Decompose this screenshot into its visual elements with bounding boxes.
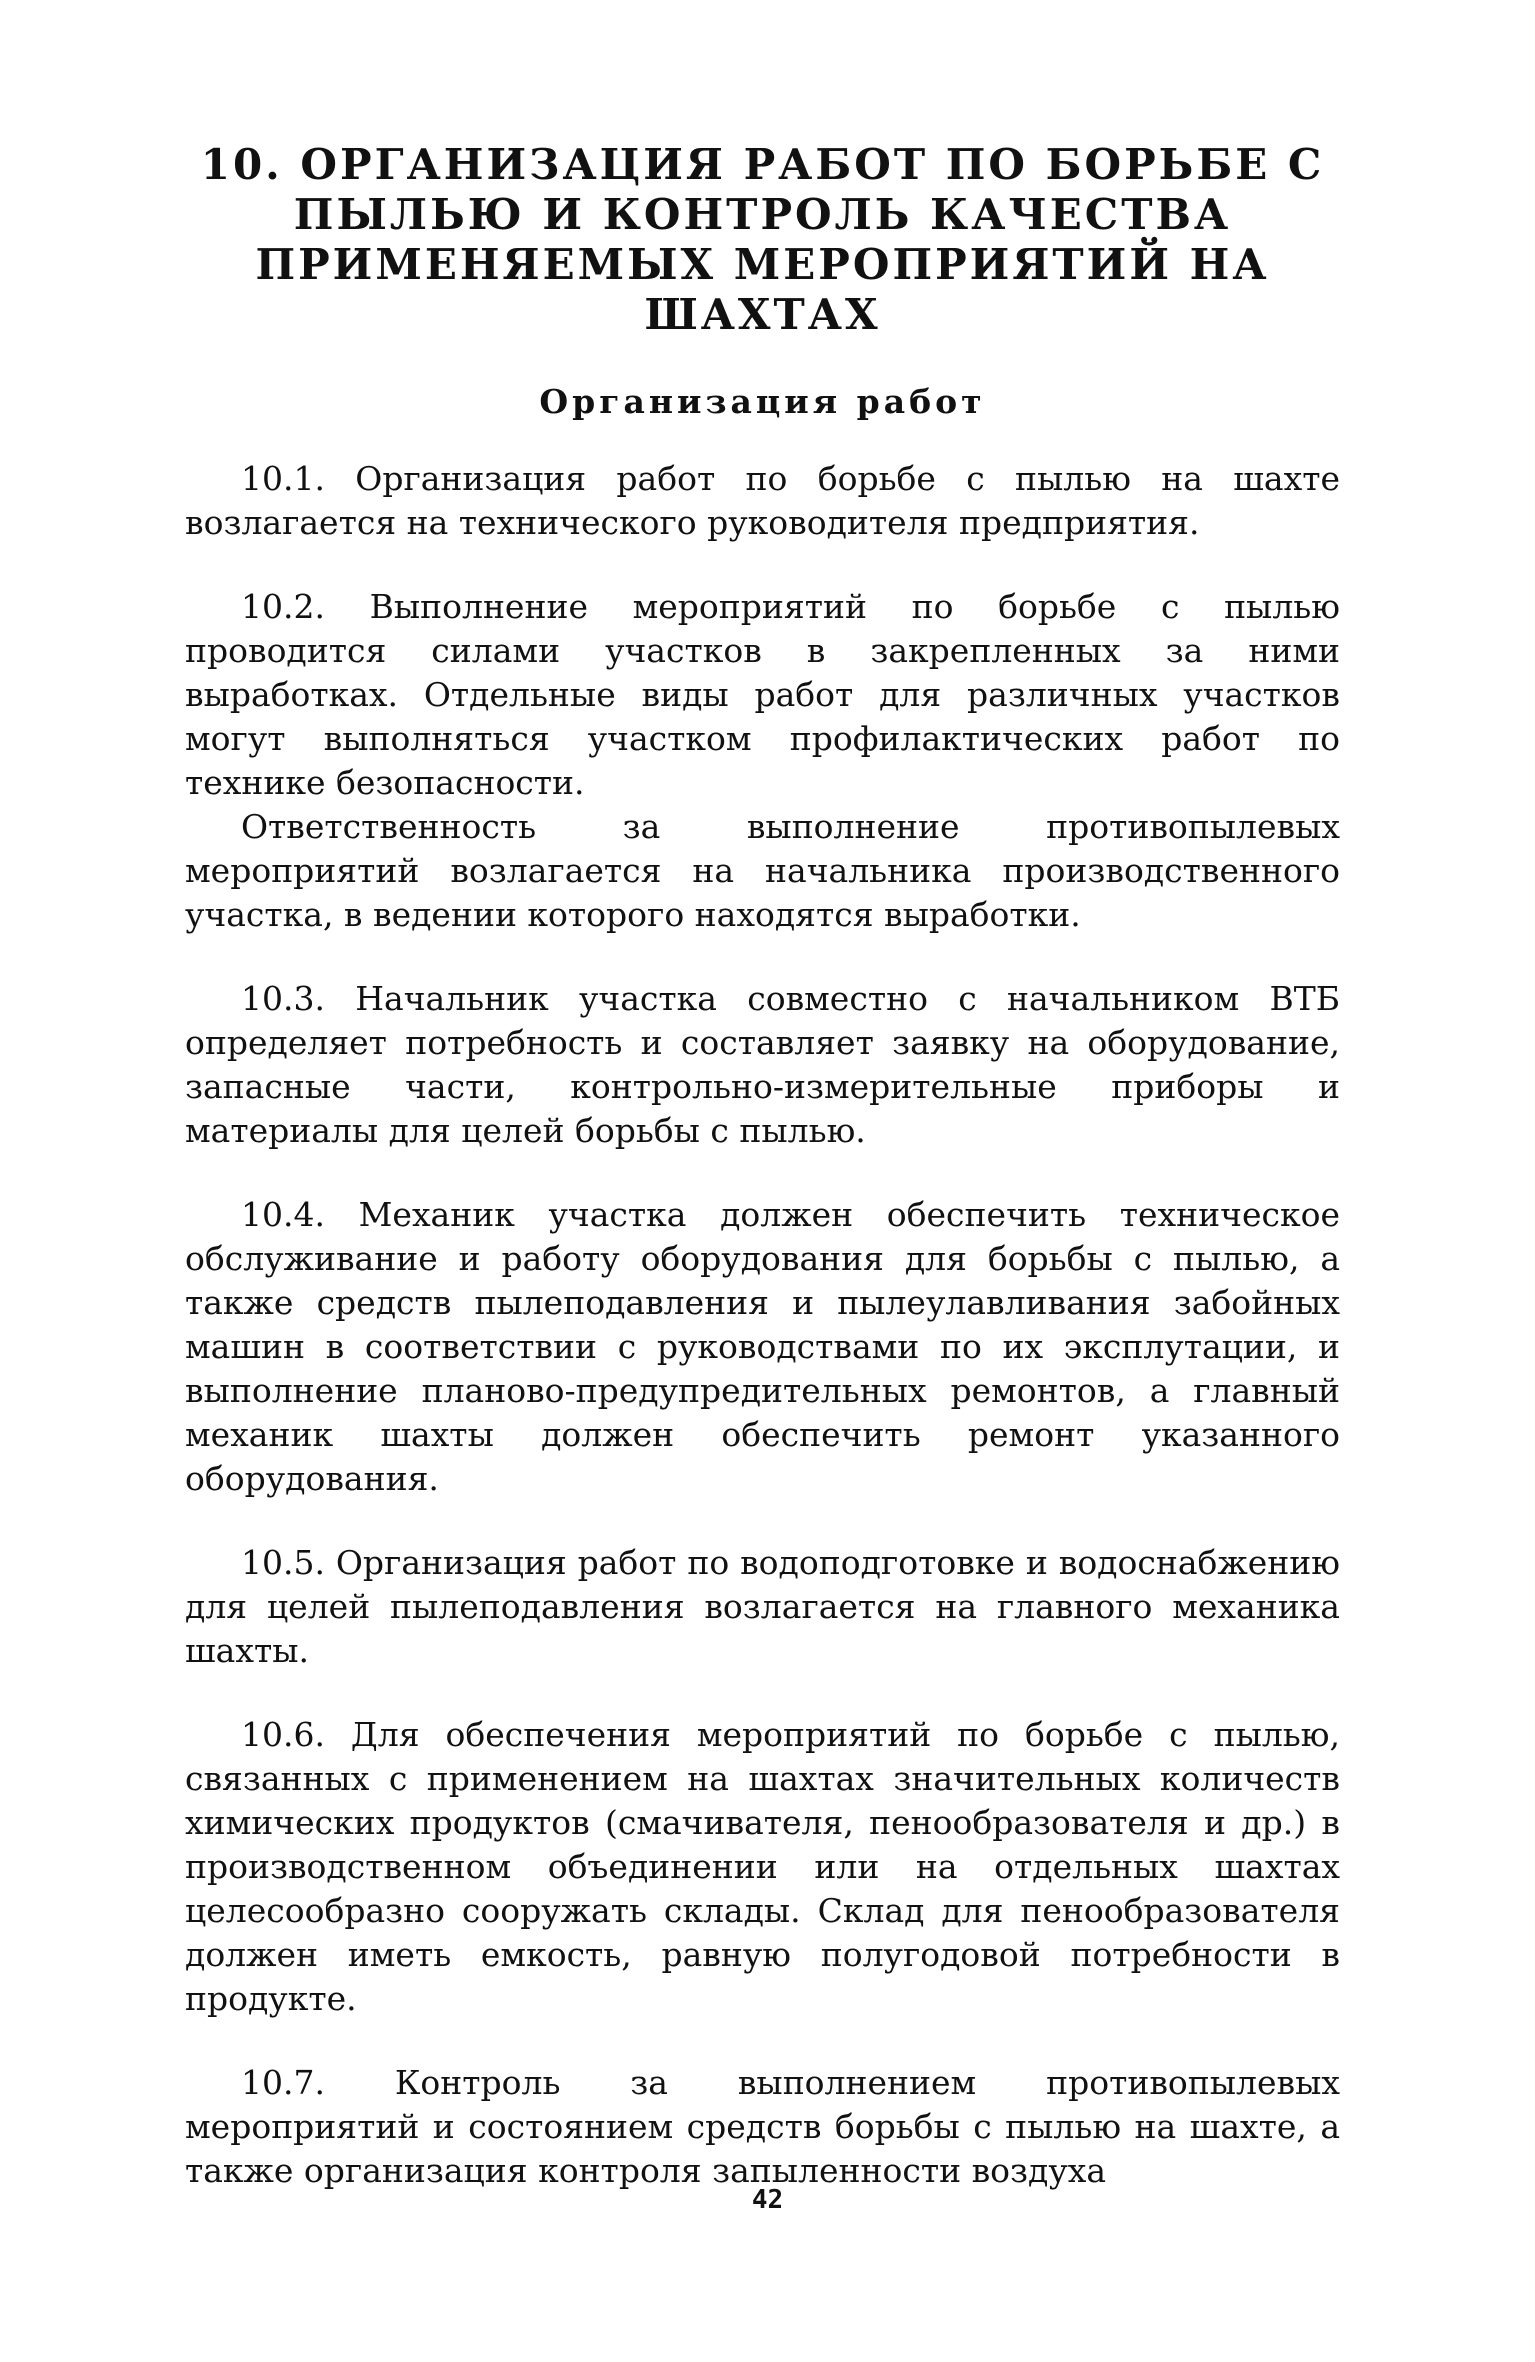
paragraph-10-2: 10.2. Выполнение мероприятий по борьбе с пылью проводится силами участков в закрепленных за ними выработках. Отдельные виды работ для различных участков могут выполняться участком профилактических работ по технике безопасности.	[185, 587, 1340, 802]
chapter-title-line-2: ПЫЛЬЮ И КОНТРОЛЬ КАЧЕСТВА	[293, 190, 1232, 239]
page-number: 42	[751, 2185, 784, 2215]
paragraph-10-3: 10.3. Начальник участка совместно с начальником ВТБ определяет потребность и составляет заявку на оборудование, запасные части, контрольно-измерительные приборы и материалы для целей борьбы с пылью.	[185, 979, 1340, 1150]
section-title: Организация работ	[539, 382, 986, 421]
chapter-title-line-1: 10. ОРГАНИЗАЦИЯ РАБОТ ПО БОРЬБЕ С	[200, 140, 1325, 189]
paragraph-10-7: 10.7. Контроль за выполнением противопылевых мероприятий и состоянием средств борьбы с пылью на шахте, а также организация контроля запыленности воздуха	[185, 2063, 1340, 2190]
paragraph-10-4: 10.4. Механик участка должен обеспечить техническое обслуживание и работу оборудования для борьбы с пылью, а также средств пылеподавления и пылеулавливания забойных машин в соответствии с руководствами по их эксплутации, и выполнение планово-предупредительных ремонтов, а главный механик шахты должен обеспечить ремонт указанного оборудования.	[185, 1195, 1340, 1498]
paragraph-10-6: 10.6. Для обеспечения мероприятий по борьбе с пылью, связанных с применением на шахтах значительных количеств химических продуктов (смачивателя, пенообразователя и др.) в производственном объединении или на отдельных шахтах целесообразно сооружать склады. Склад для пенообразователя должен иметь емкость, равную полугодовой потребности в продукте.	[185, 1715, 1340, 2018]
paragraph-10-2-responsibility: Ответственность за выполнение противопылевых мероприятий возлагается на начальника производственного участка, в ведении которого находятся выработки.	[185, 807, 1340, 934]
paragraph-10-5: 10.5. Организация работ по водоподготовке и водоснабжению для целей пылеподавления возлагается на главного механика шахты.	[185, 1543, 1340, 1670]
chapter-title	[185, 140, 1340, 340]
chapter-title-line-3: ПРИМЕНЯЕМЫХ МЕРОПРИЯТИЙ НА ШАХТАХ	[255, 240, 1270, 339]
document-page	[185, 140, 1340, 2193]
paragraph-10-1: 10.1. Организация работ по борьбе с пылью на шахте возлагается на технического руководителя предприятия.	[185, 459, 1340, 542]
